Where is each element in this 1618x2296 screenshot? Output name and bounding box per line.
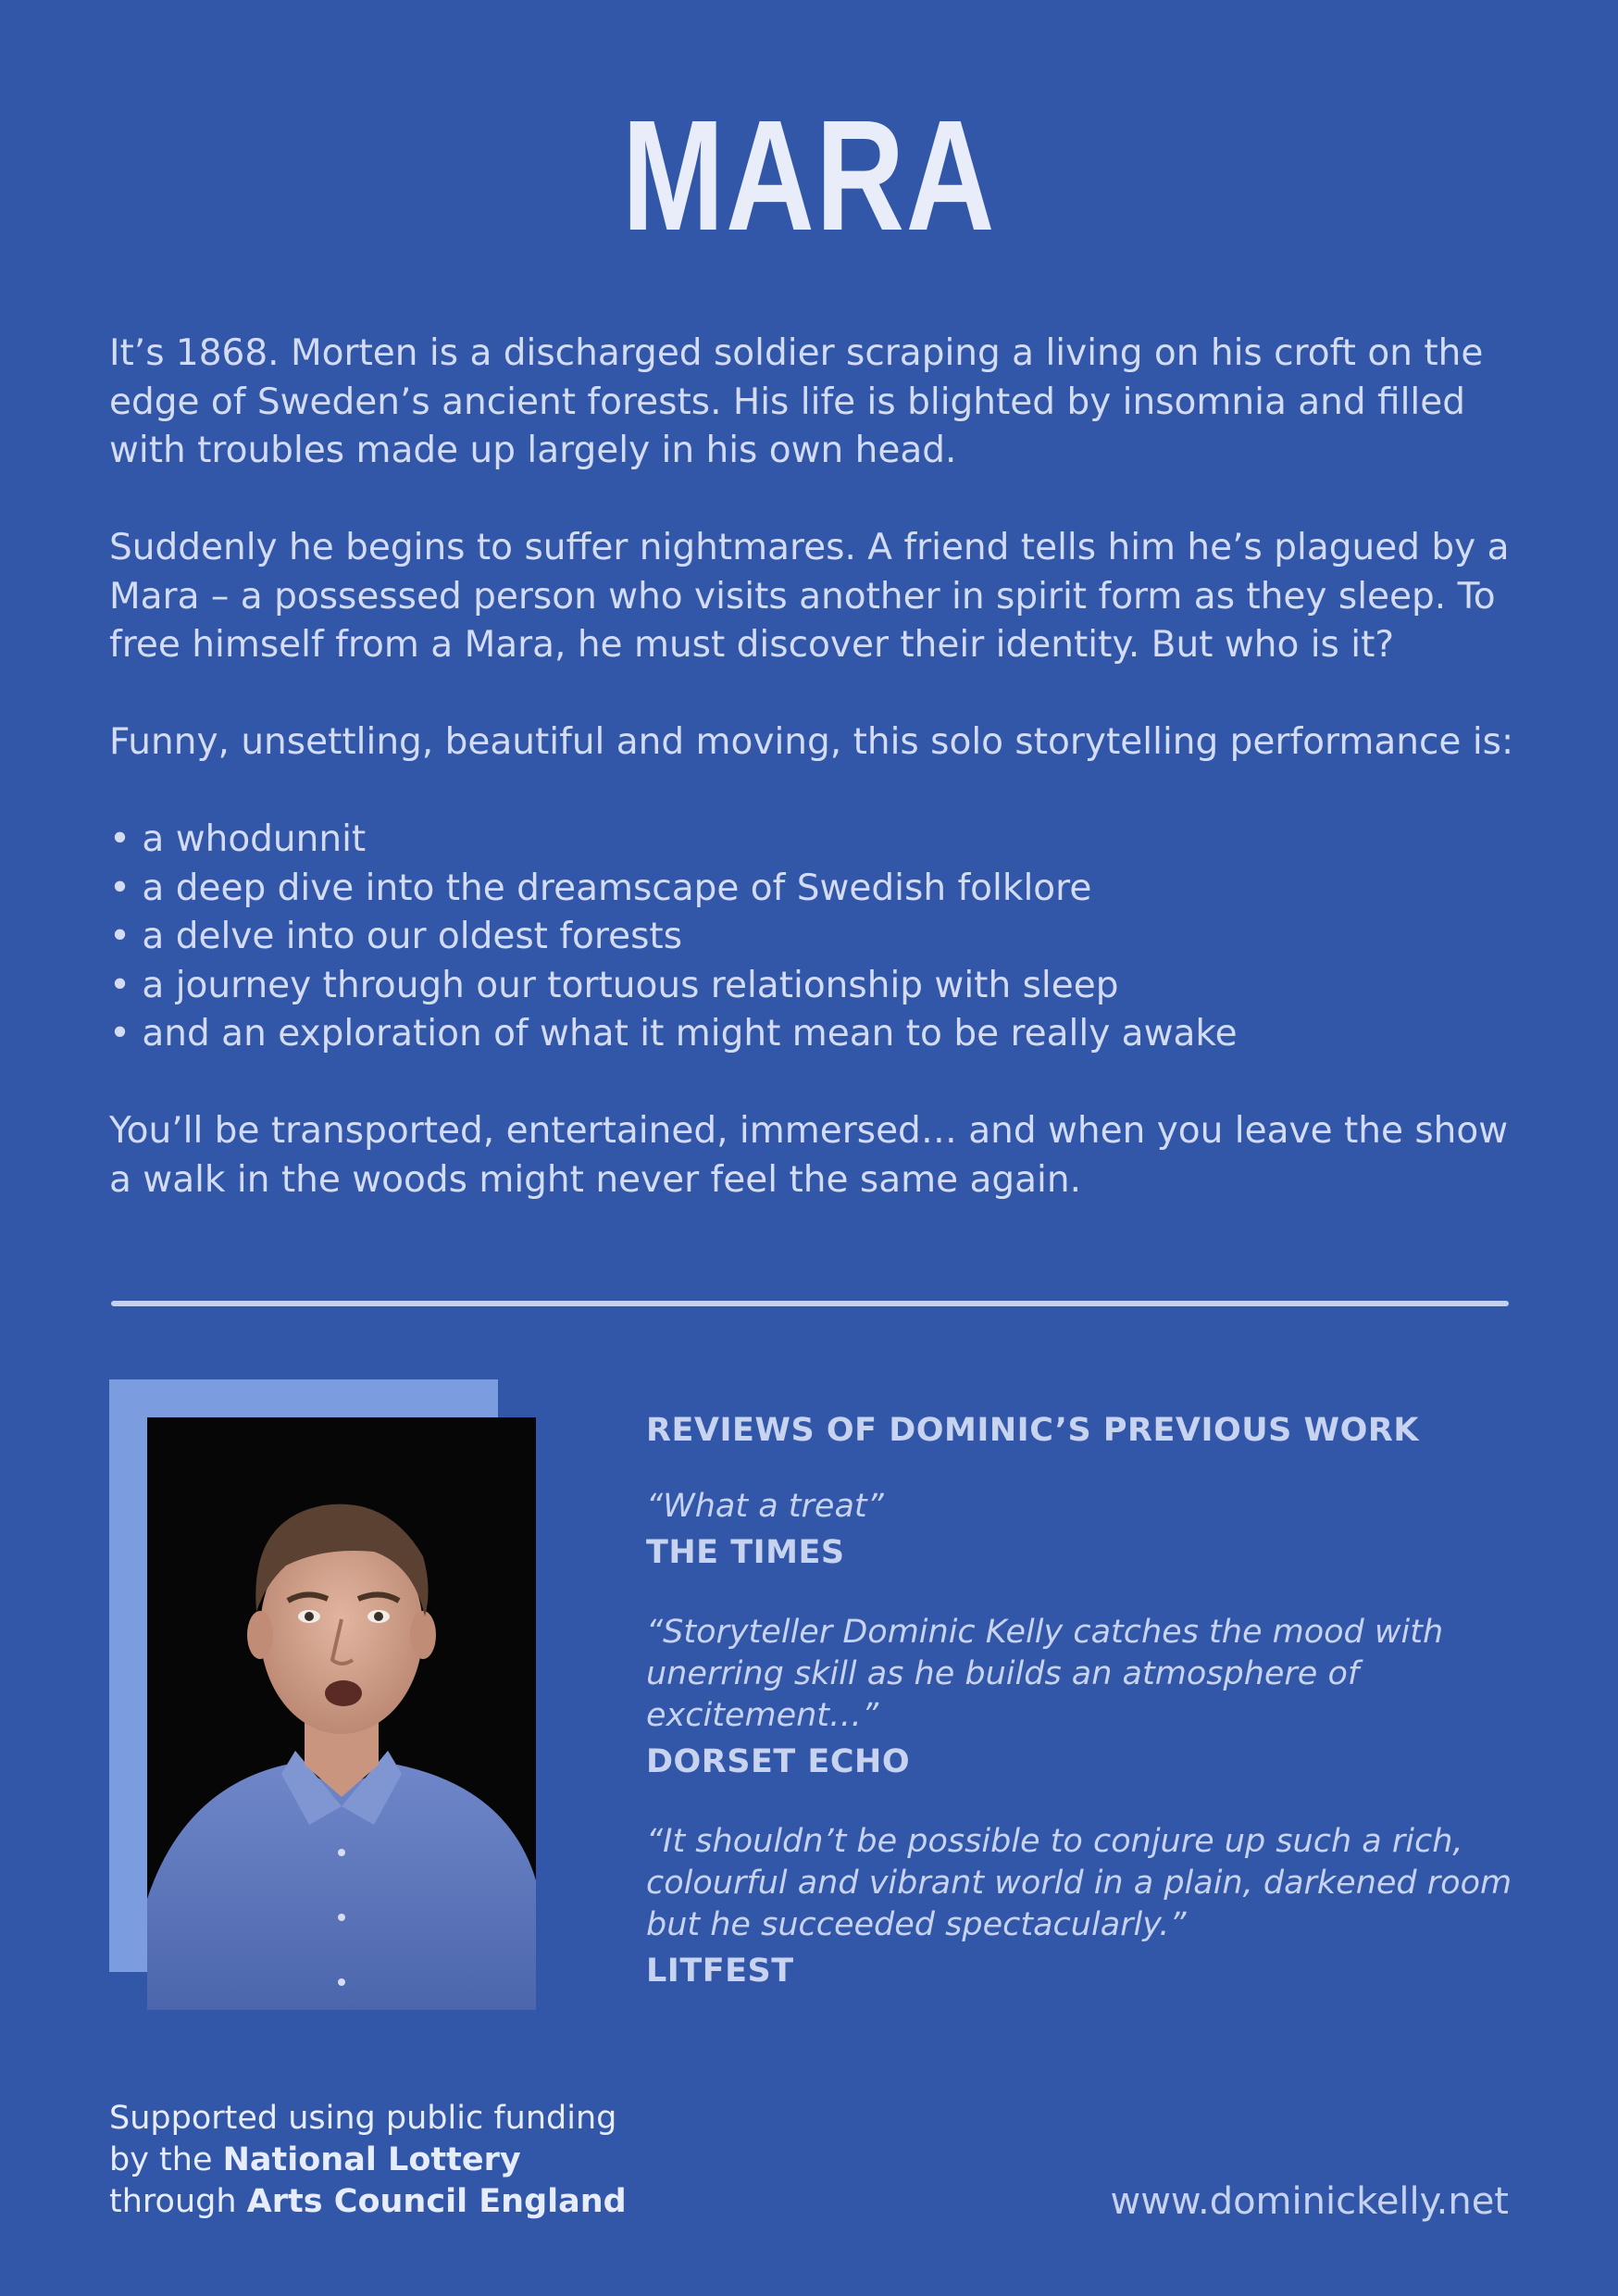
section-divider xyxy=(111,1301,1509,1306)
feature-list-item: • a whodunnit xyxy=(109,816,1516,865)
reviews-section xyxy=(646,1403,1525,1997)
review-quote: “Storyteller Dominic Kelly catches the mood with unerring skill as he builds an atmosphere of excitement…” xyxy=(646,1614,1444,1734)
reviews-heading: REVIEWS OF DOMINIC’S PREVIOUS WORK xyxy=(646,1412,1419,1449)
funding-line xyxy=(109,2181,702,2223)
funding-organisation: Arts Council England xyxy=(246,2183,627,2220)
intro-text xyxy=(109,330,1516,1254)
feature-list-item: • and an exploration of what it might mean to be really awake xyxy=(109,1010,1516,1059)
intro-paragraph: Funny, unsettling, beautiful and moving, this solo storytelling performance is: xyxy=(109,721,1514,763)
review-source: THE TIMES xyxy=(646,1534,845,1571)
funding-organisation: National Lottery xyxy=(222,2141,521,2178)
feature-list-item: • a journey through our tortuous relationship with sleep xyxy=(109,962,1516,1011)
intro-paragraph: Suddenly he begins to suffer nightmares. A friend tells him he’s plagued by a Mara – a possessed person who visits another in spirit form as they sleep. To free himself from a Mara, he must discover their identity. But who is it? xyxy=(109,527,1510,666)
feature-list-item: • a delve into our oldest forests xyxy=(109,913,1516,962)
feature-list xyxy=(109,816,1516,1059)
feature-list-item: • a deep dive into the dreamscape of Swedish folklore xyxy=(109,865,1516,914)
intro-paragraph: You’ll be transported, entertained, immersed… and when you leave the show a walk in the woods might never feel the same again. xyxy=(109,1110,1509,1201)
funding-text: by the xyxy=(109,2141,223,2178)
intro-paragraph: It’s 1868. Morten is a discharged soldier scraping a living on his croft on the edge of Sweden’s ancient forests. His life is blighted by insomnia and filled with troubles made up largely in his own head. xyxy=(109,332,1484,471)
poster-title: MARA xyxy=(622,88,996,264)
funding-line: Supported using public funding xyxy=(109,2100,617,2137)
review-quote: “It shouldn’t be possible to conjure up such a rich, colourful and vibrant world in a plain, darkened room but he succeeded spectacularly.” xyxy=(646,1823,1512,1943)
performer-photo xyxy=(147,1417,536,2010)
review-quote: “What a treat” xyxy=(646,1488,884,1525)
review-source: LITFEST xyxy=(646,1953,794,1990)
funding-text: through xyxy=(109,2183,247,2220)
funding-line xyxy=(109,2140,702,2181)
website-link[interactable]: www.dominickelly.net xyxy=(1110,2180,1509,2223)
funding-credit xyxy=(109,2098,702,2223)
review-source: DORSET ECHO xyxy=(646,1743,911,1780)
